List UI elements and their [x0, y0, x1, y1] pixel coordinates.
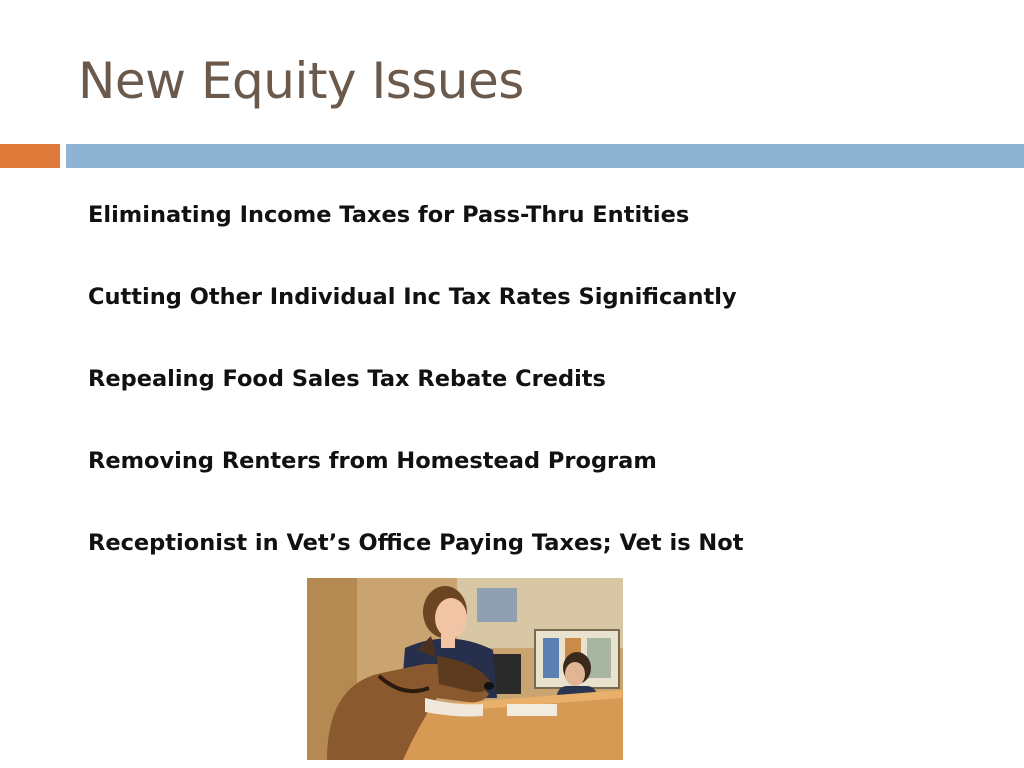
photo-poster	[587, 638, 611, 678]
vet-office-photo	[307, 578, 623, 760]
bullet-item: Removing Renters from Homestead Program	[88, 448, 657, 474]
bullet-item: Eliminating Income Taxes for Pass-Thru Entities	[88, 202, 690, 228]
photo-person-face	[565, 662, 585, 686]
photo-papers	[507, 704, 557, 716]
bullet-item: Receptionist in Vet’s Office Paying Taxes; Vet is Not	[88, 530, 744, 556]
photo-poster	[543, 638, 559, 678]
photo-nurse-neck	[441, 634, 455, 648]
bullet-item: Repealing Food Sales Tax Rebate Credits	[88, 366, 606, 392]
bullet-list	[88, 196, 743, 606]
vet-office-illustration	[307, 578, 623, 760]
accent-bar-blue	[66, 144, 1024, 168]
photo-frame	[477, 588, 517, 622]
bullet-item: Cutting Other Individual Inc Tax Rates Significantly	[88, 284, 737, 310]
accent-bar-orange	[0, 144, 60, 168]
photo-dog-nose	[484, 682, 494, 690]
slide-title: New Equity Issues	[78, 52, 524, 110]
photo-nurse-face	[435, 598, 467, 638]
